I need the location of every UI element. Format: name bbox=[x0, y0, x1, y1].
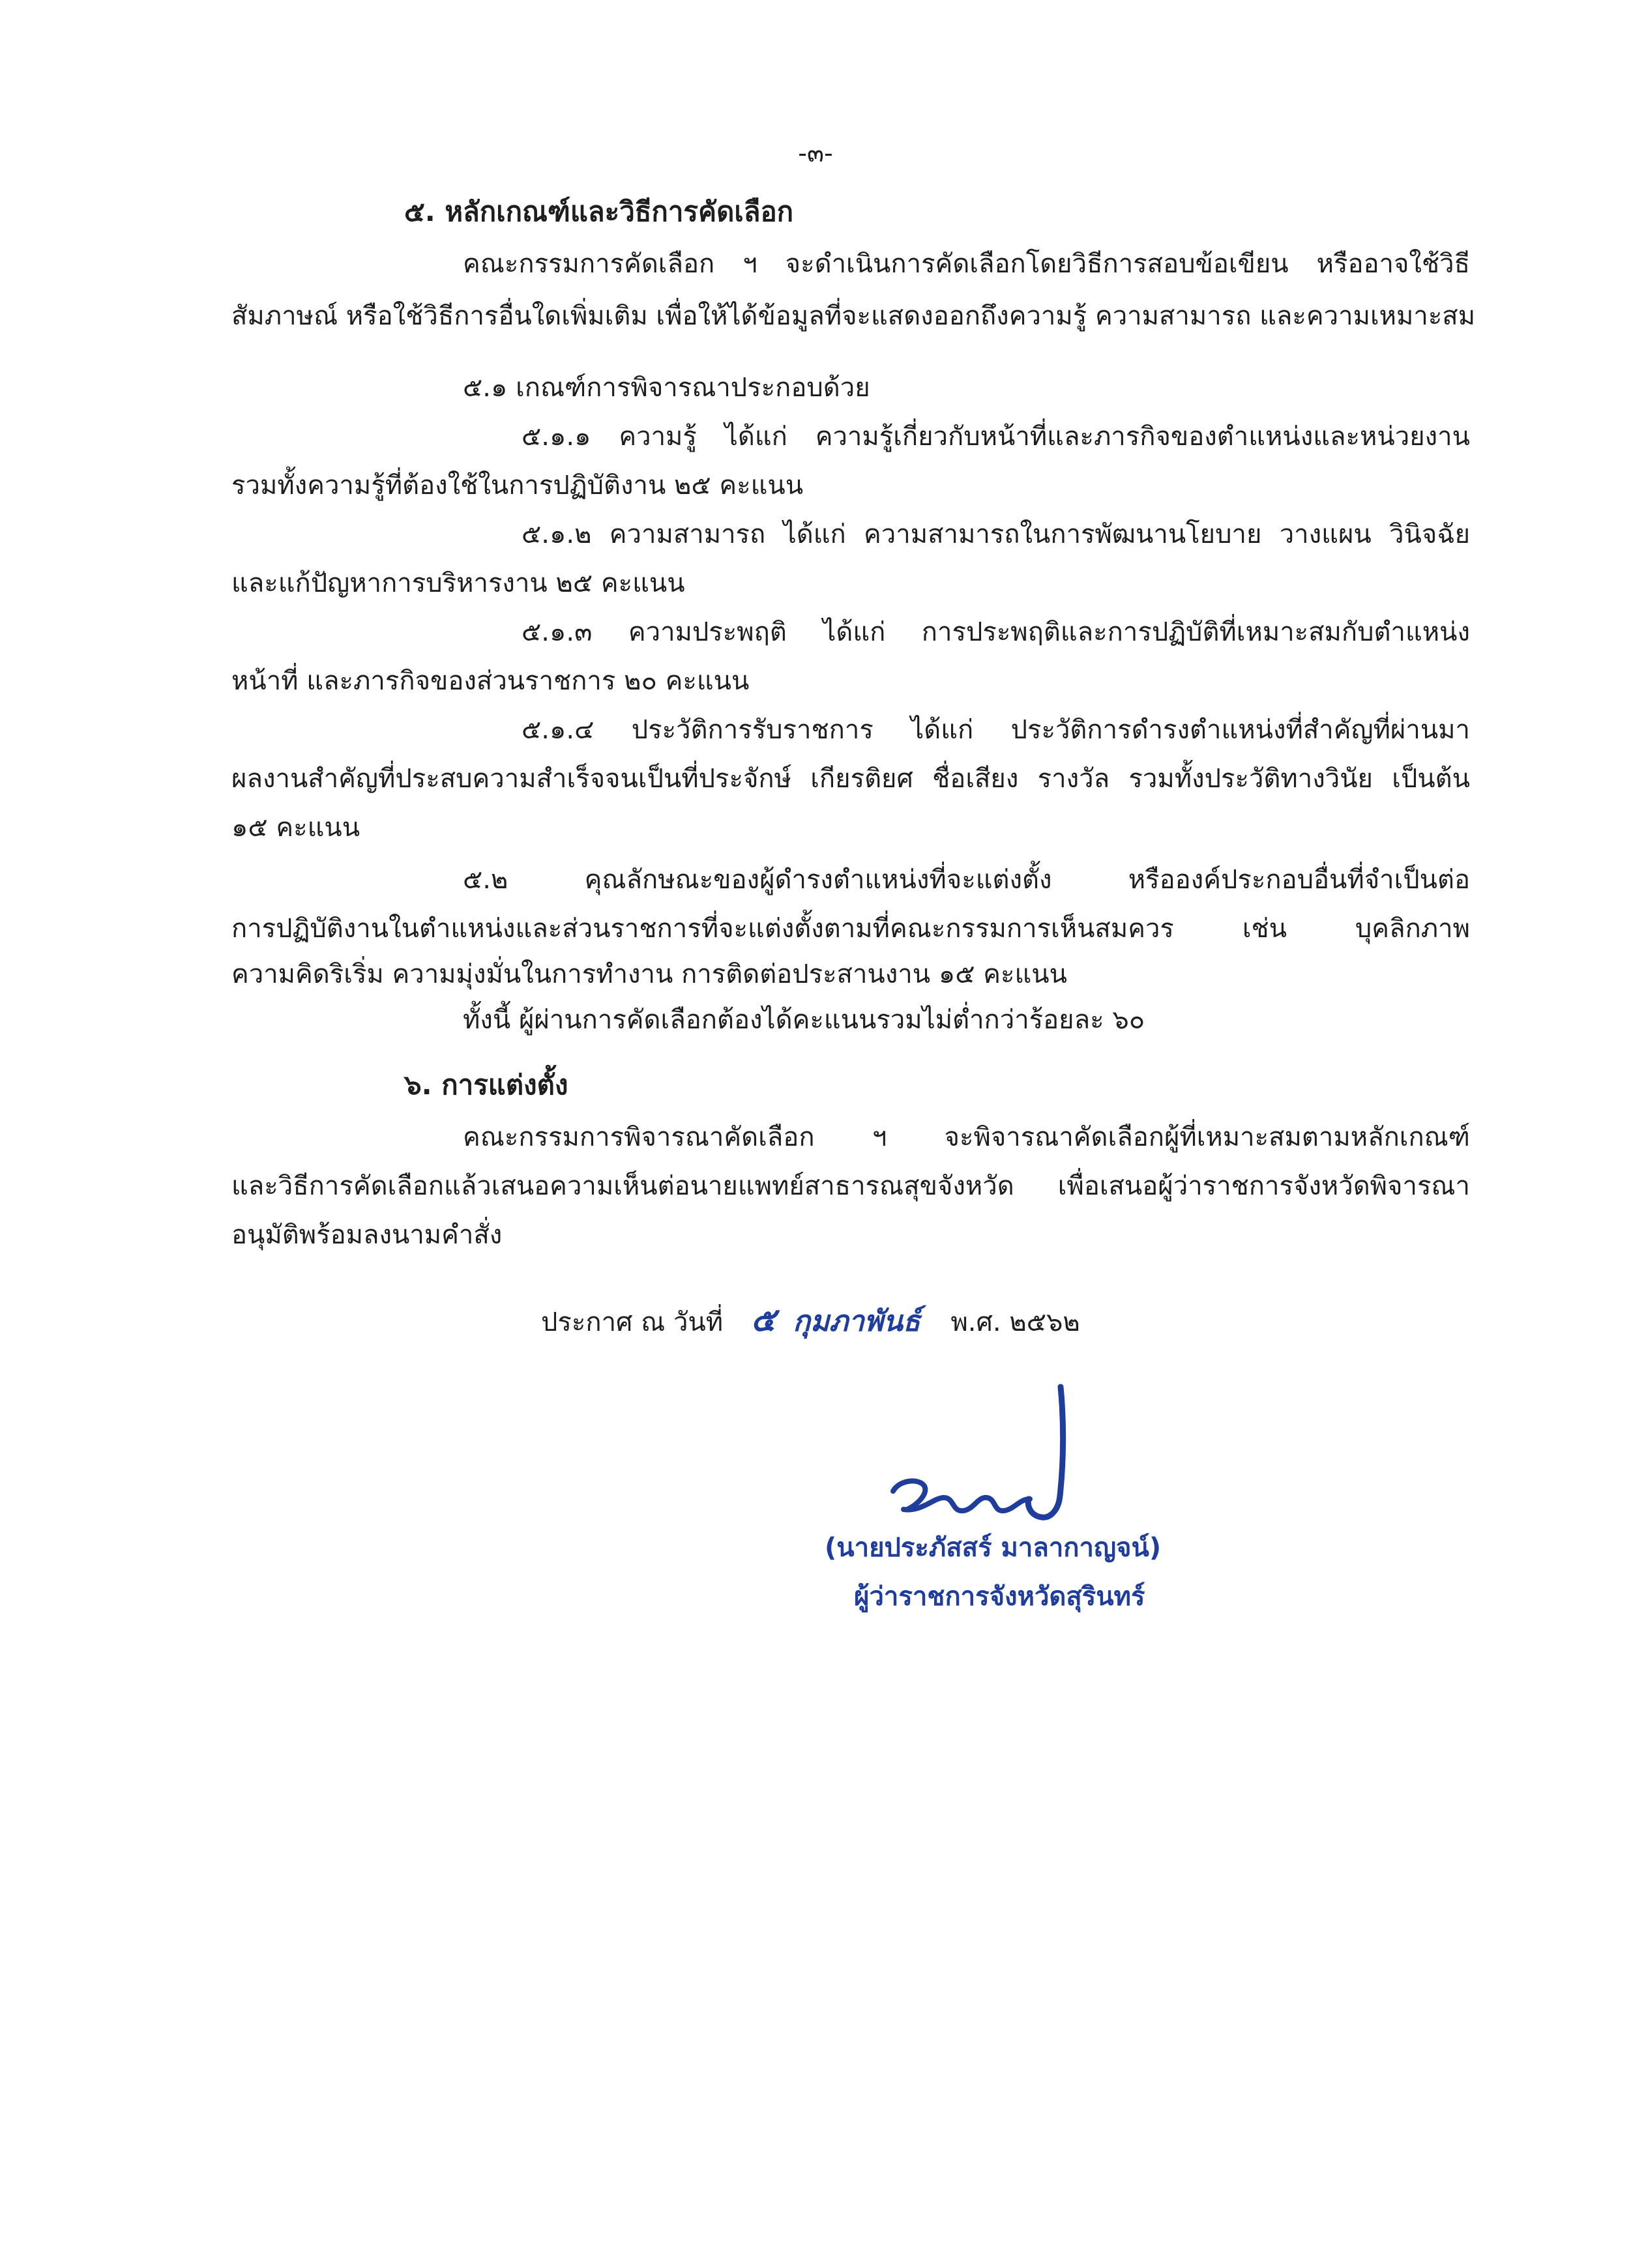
criterion-3-line-2: หน้าที่ และภารกิจของส่วนราชการ ๒๐ คะแนน bbox=[231, 666, 750, 696]
criterion-5-line-2: การปฏิบัติงานในตำแหน่งและส่วนราชการที่จะแต่งตั้งตามที่คณะกรรมการเห็นสมควร เช่น บุคลิกภาพ bbox=[231, 914, 1470, 944]
section-5-heading: ๕. หลักเกณฑ์และวิธีการคัดเลือก bbox=[404, 196, 794, 227]
pass-note: ทั้งนี้ ผู้ผ่านการคัดเลือกต้องได้คะแนนรวมไม่ต่ำกว่าร้อยละ ๖๐ bbox=[463, 1005, 1145, 1035]
section-5-intro-line-1: คณะกรรมการคัดเลือก ฯ จะดำเนินการคัดเลือกโดยวิธีการสอบข้อเขียน หรืออาจใช้วิธี bbox=[463, 249, 1470, 279]
criterion-1-line-2: รวมทั้งความรู้ที่ต้องใช้ในการปฏิบัติงาน ๒๕ คะแนน bbox=[231, 471, 804, 501]
section-5-intro-line-2: สัมภาษณ์ หรือใช้วิธีการอื่นใดเพิ่มเติม เพื่อให้ได้ข้อมูลที่จะแสดงออกถึงความรู้ ความสามารถ และความเหมาะสม bbox=[231, 301, 1476, 331]
signature-mark bbox=[769, 1382, 1212, 1551]
announcement-date bbox=[541, 1300, 1080, 1342]
section-6-line-2: และวิธีการคัดเลือกแล้วเสนอความเห็นต่อนายแพทย์สาธารณสุขจังหวัด เพื่อเสนอผู้ว่าราชการจังหวัดพิจารณา bbox=[231, 1171, 1470, 1201]
criteria-heading: ๕.๑ เกณฑ์การพิจารณาประกอบด้วย bbox=[463, 373, 870, 403]
criterion-1-line-1: ๕.๑.๑ ความรู้ ได้แก่ ความรู้เกี่ยวกับหน้าที่และภารกิจของตำแหน่งและหน่วยงาน bbox=[522, 422, 1470, 452]
announcement-day: ๕ bbox=[750, 1301, 776, 1339]
criterion-4-line-2: ผลงานสำคัญที่ประสบความสำเร็จจนเป็นที่ประจักษ์ เกียรติยศ ชื่อเสียง รางวัล รวมทั้งประวัติทางวินัย เป็นต้น bbox=[231, 764, 1470, 794]
criterion-3-line-1: ๕.๑.๓ ความประพฤติ ได้แก่ การประพฤติและการปฏิบัติที่เหมาะสมกับตำแหน่ง bbox=[522, 617, 1470, 647]
signatory-position: ผู้ว่าราชการจังหวัดสุรินทร์ bbox=[854, 1582, 1145, 1612]
announcement-month: กุมภาพันธ์ bbox=[793, 1305, 920, 1338]
section-6-line-1: คณะกรรมการพิจารณาคัดเลือก ฯ จะพิจารณาคัดเลือกผู้ที่เหมาะสมตามหลักเกณฑ์ bbox=[463, 1122, 1470, 1152]
page-number: -๓- bbox=[798, 139, 833, 167]
section-6-line-3: อนุมัติพร้อมลงนามคำสั่ง bbox=[231, 1220, 503, 1250]
criterion-2-line-1: ๕.๑.๒ ความสามารถ ได้แก่ ความสามารถในการพัฒนานโยบาย วางแผน วินิจฉัย bbox=[522, 519, 1470, 549]
criterion-4-line-1: ๕.๑.๔ ประวัติการรับราชการ ได้แก่ ประวัติการดำรงตำแหน่งที่สำคัญที่ผ่านมา bbox=[522, 715, 1470, 745]
announcement-year: พ.ศ. ๒๕๖๒ bbox=[950, 1307, 1080, 1337]
announcement-prefix: ประกาศ ณ วันที่ bbox=[541, 1307, 724, 1337]
criterion-4-line-3: ๑๕ คะแนน bbox=[231, 813, 360, 843]
signatory-name: (นายประภัสสร์ มาลากาญจน์) bbox=[825, 1533, 1162, 1563]
criterion-5-line-1: ๕.๒ คุณลักษณะของผู้ดำรงตำแหน่งที่จะแต่งตั้ง หรือองค์ประกอบอื่นที่จำเป็นต่อ bbox=[463, 865, 1470, 895]
criterion-5-line-3: ความคิดริเริ่ม ความมุ่งมั่นในการทำงาน การติดต่อประสานงาน ๑๕ คะแนน bbox=[231, 959, 1067, 989]
criterion-2-line-2: และแก้ปัญหาการบริหารงาน ๒๕ คะแนน bbox=[231, 568, 685, 598]
section-6-heading: ๖. การแต่งตั้ง bbox=[404, 1069, 568, 1101]
